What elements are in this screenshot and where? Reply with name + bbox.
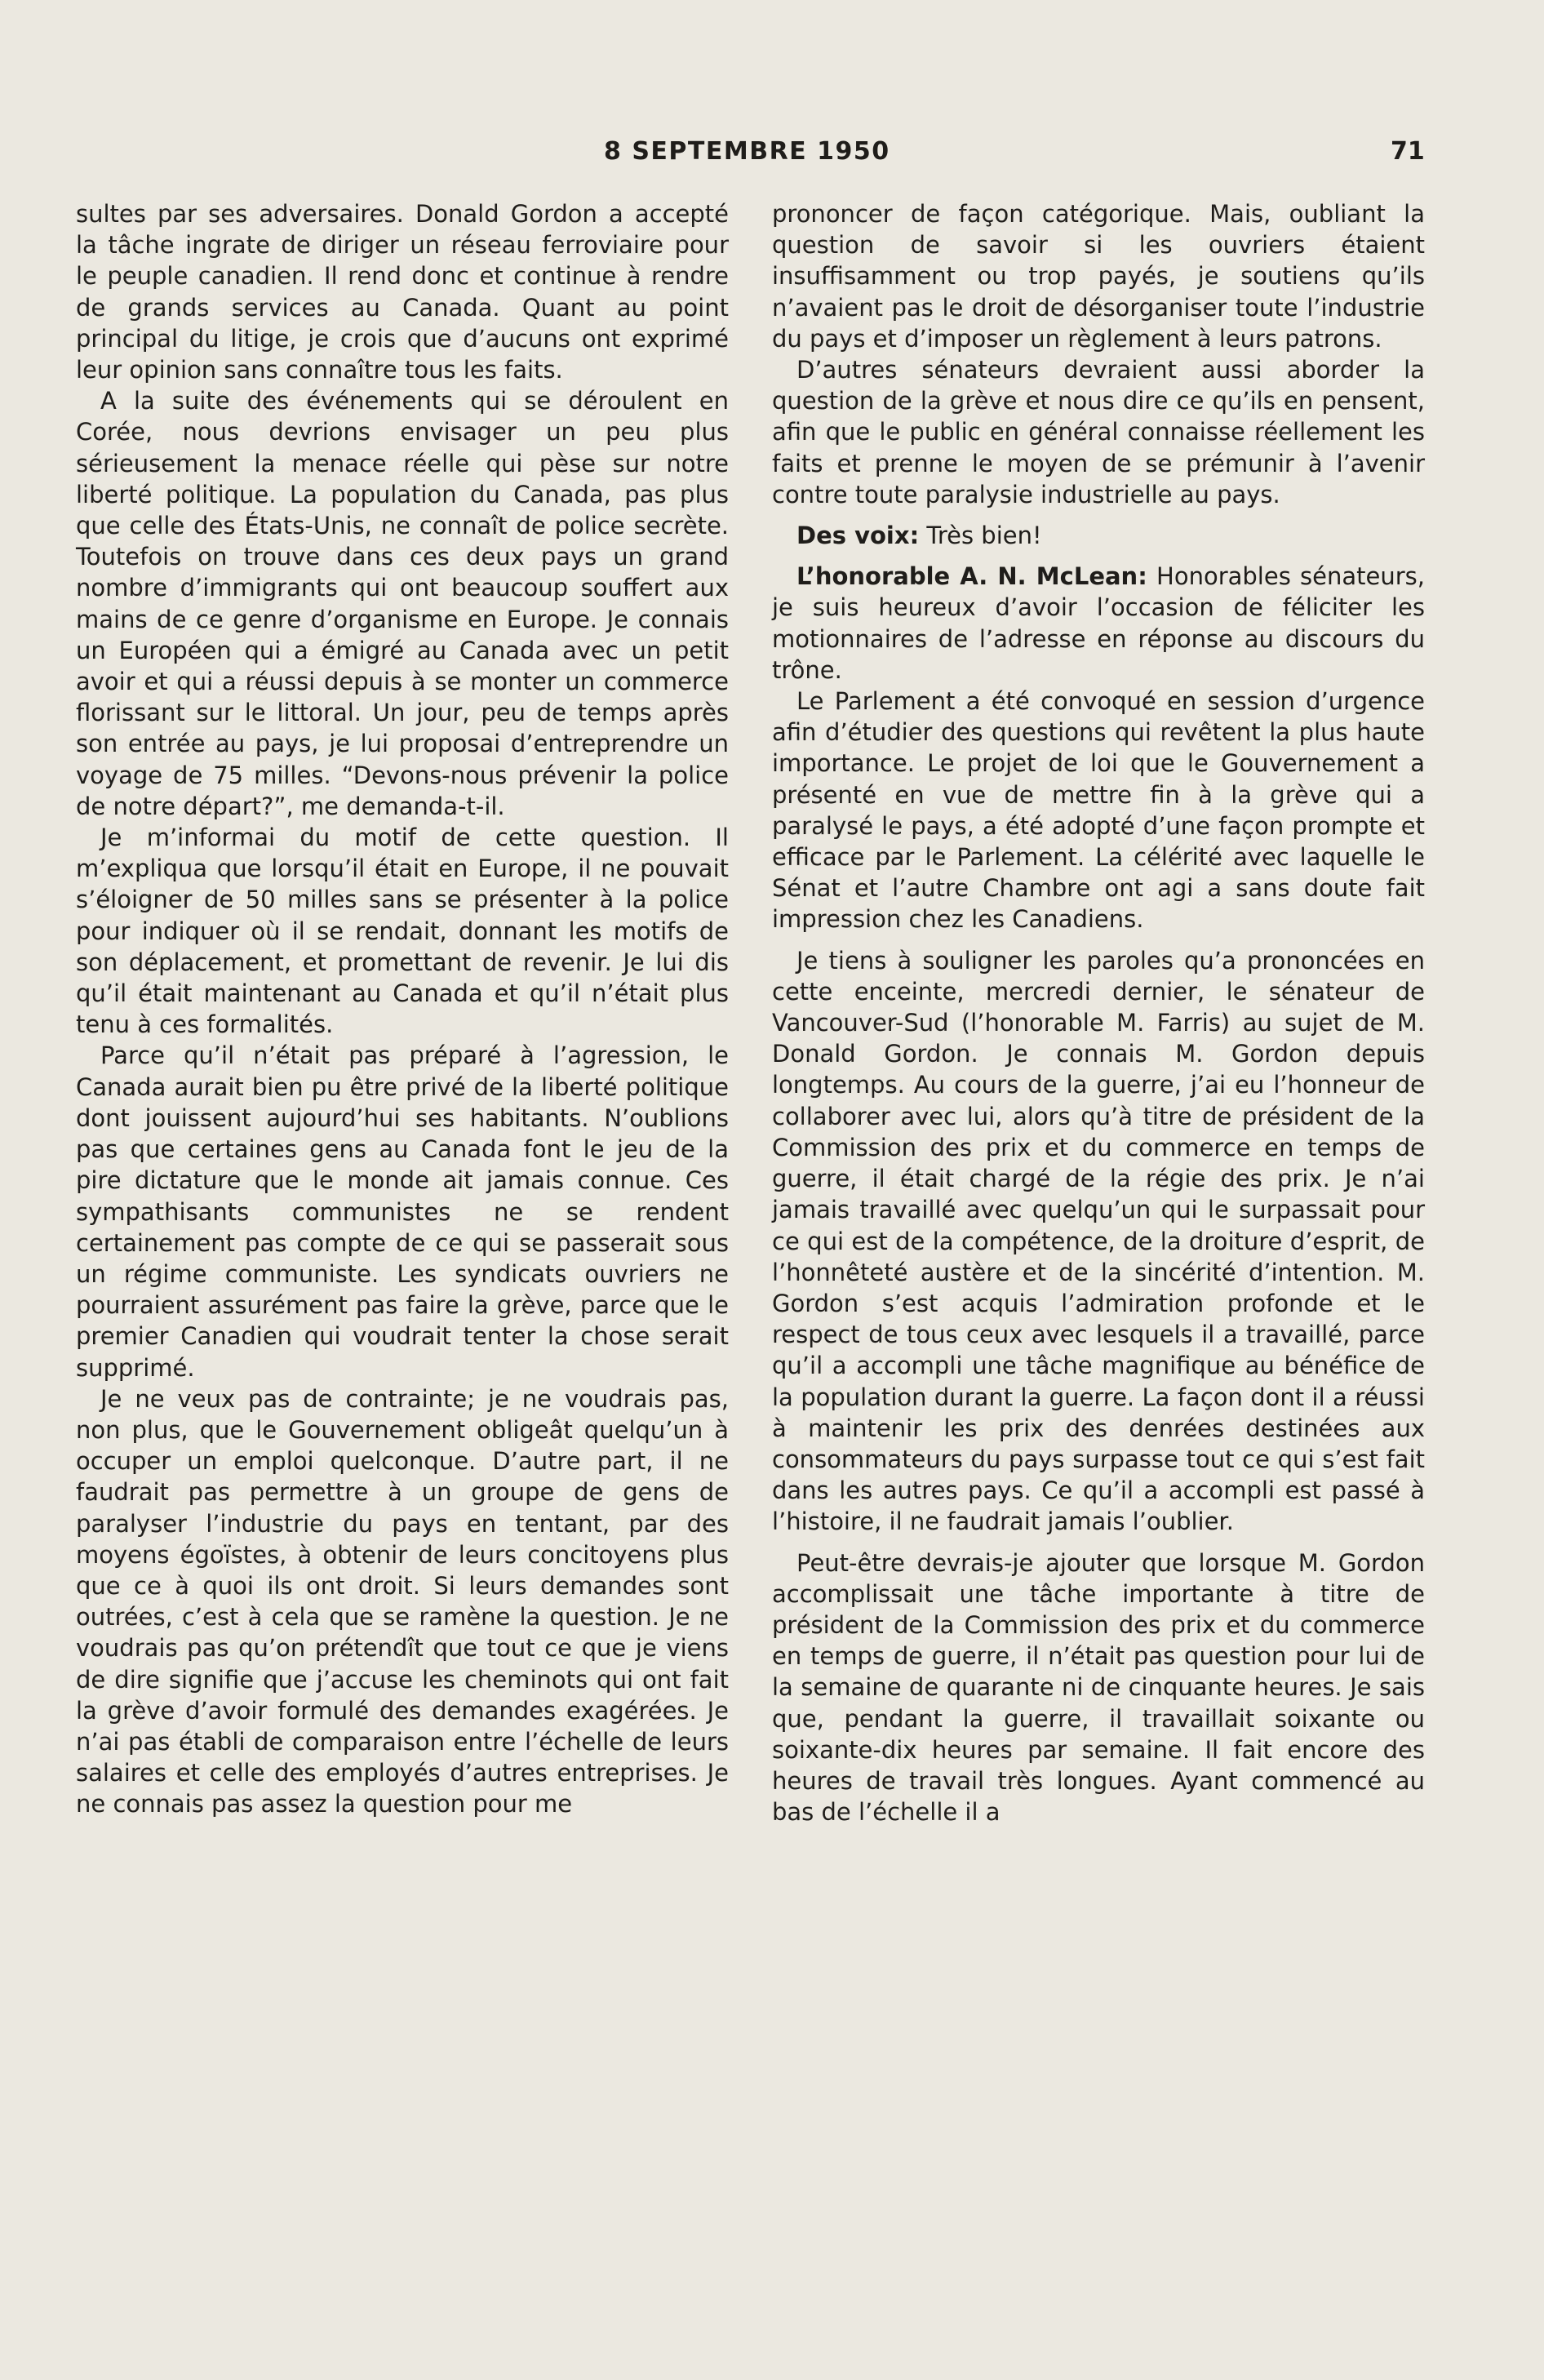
- left-column: [76, 198, 729, 1820]
- page-number: 71: [1391, 137, 1425, 166]
- paragraph: Je m’informai du motif de cette question. Il m’expliqua que lorsqu’il était en Europe, il ne pouvait s’éloigner de 50 milles sans se présenter à la police pour indiquer où il se rendait, donnant les motifs de son déplacement, et promettant de revenir. Je lui dis qu’il était maintenant au Canada et qu’il n’était plus tenu à ces formalités.: [76, 824, 729, 1039]
- paragraph: Je tiens à souligner les paroles qu’a prononcées en cette enceinte, mercredi dernier, le sénateur de Vancouver-Sud (l’honorable M. Farris) au sujet de M. Donald Gordon. Je connais M. Gordon depuis longtemps. Au cours de la guerre, j’ai eu l’honneur de collaborer avec lui, alors qu’à titre de président de la Commission des prix et du commerce en temps de guerre, il était chargé de la régie des prix. Je n’ai jamais travaillé avec quelqu’un qui le surpassait pour ce qui est de la compétence, de la droiture d’esprit, de l’honnêteté austère et de la sincérité d’intention. M. Gordon s’est acquis l’admiration profonde et le respect de tous ceux avec lesquels il a travaillé, parce qu’il a accompli une tâche magnifique au bénéfice de la population durant la guerre. La façon dont il a réussi à maintenir les prix des denrées destinées aux consommateurs du pays surpasse tout ce qui s’est fait dans les autres pays. Ce qu’il a accompli est passé à l’histoire, il ne faudrait jamais l’oublier.: [772, 946, 1425, 1536]
- right-column: [772, 198, 1425, 1827]
- speech-text: Très bien!: [919, 522, 1042, 550]
- paragraph: Parce qu’il n’était pas préparé à l’agression, le Canada aurait bien pu être privé de la liberté politique dont jouissent aujourd’hui ses habitants. N’oublions pas que certaines gens au Canada font le jeu de la pire dictature que le monde ait jamais connue. Ces sympathisants communistes ne se rendent certainement pas compte de ce qui se passerait sous un régime communiste. Les syndicats ouvriers ne pourraient assurément pas faire la grève, parce que le premier Canadien qui voudrait tenter la chose serait supprimé.: [76, 1041, 729, 1382]
- speaker-name: Des voix:: [796, 522, 920, 550]
- paragraph: A la suite des événements qui se déroulent en Corée, nous devrions envisager un peu plus sérieusement la menace réelle qui pèse sur notre liberté politique. La population du Canada, pas plus que celle des États-Unis, ne connaît de police secrète. Toutefois on trouve dans ces deux pays un grand nombre d’immigrants qui ont beaucoup souffert aux mains de ce genre d’organisme en Europe. Je connais un Européen qui a émigré au Canada avec un petit avoir et qui a réussi depuis à se monter un commerce florissant sur le littoral. Un jour, peu de temps après son entrée au pays, je lui proposai d’entreprendre un voyage de 75 milles. “Devons-nous prévenir la police de notre départ?”, me demanda-t-il.: [76, 387, 729, 820]
- paragraph: prononcer de façon catégorique. Mais, oubliant la question de savoir si les ouvriers étaient insuffisamment ou trop payés, je soutiens qu’ils n’avaient pas le droit de désorganiser toute l’industrie du pays et d’imposer un règlement à leurs patrons.: [772, 200, 1425, 353]
- paragraph: Je ne veux pas de contrainte; je ne voudrais pas, non plus, que le Gouvernement obligeât quelqu’un à occuper un emploi quelconque. D’autre part, il ne faudrait pas permettre à un groupe de gens de paralyser l’industrie du pays en tentant, par des moyens égoïstes, à obtenir de leurs concitoyens plus que ce à quoi ils ont droit. Si leurs demandes sont outrées, c’est à cela que se ramène la question. Je ne voudrais pas qu’on prétendît que tout ce que je viens de dire signifie que j’accuse les cheminots qui ont fait la grève d’avoir formulé des demandes exagérées. Je n’ai pas établi de comparaison entre l’échelle de leurs salaires et celle des employés d’autres entreprises. Je ne connais pas assez la question pour me: [76, 1384, 729, 1818]
- paragraph: sultes par ses adversaires. Donald Gordon a accepté la tâche ingrate de diriger un réseau ferroviaire pour le peuple canadien. Il rend donc et continue à rendre de grands services au Canada. Quant au point principal du litige, je crois que d’aucuns ont exprimé leur opinion sans connaître tous les faits.: [76, 200, 729, 384]
- paragraph: Le Parlement a été convoqué en session d’urgence afin d’étudier des questions qui revêtent la plus haute importance. Le projet de loi que le Gouvernement a présenté en vue de mettre fin à la grève qui a paralysé le pays, a été adopté d’une façon prompte et efficace par le Parlement. La célérité avec laquelle le Sénat et l’autre Chambre ont agi a sans doute fait impression chez les Canadiens.: [772, 687, 1425, 934]
- paragraph: D’autres sénateurs devraient aussi aborder la question de la grève et nous dire ce qu’ils en pensent, afin que le public en général connaisse réellement les faits et prenne le moyen de se prémunir à l’avenir contre toute paralysie industrielle au pays.: [772, 356, 1425, 508]
- paragraph: Peut-être devrais-je ajouter que lorsque M. Gordon accomplissait une tâche importante à titre de président de la Commission des prix et du commerce en temps de guerre, il n’était pas question pour lui de la semaine de quarante ni de cinquante heures. Je sais que, pendant la guerre, il travaillait soixante ou soixante-dix heures par semaine. Il fait encore des heures de travail très longues. Ayant commencé au bas de l’échelle il a: [772, 1548, 1425, 1827]
- speaker-paragraph: [772, 561, 1425, 686]
- speaker-name: L’honorable A. N. McLean:: [796, 562, 1147, 591]
- speech-text: Honorables sénateurs, je suis heureux d’avoir l’occasion de féliciter les motionnaires de l’adresse en réponse au discours du trône.: [772, 562, 1425, 684]
- header-date: 8 SEPTEMBRE 1950: [604, 137, 890, 166]
- speaker-paragraph: [772, 520, 1425, 551]
- page-header: [0, 137, 1544, 173]
